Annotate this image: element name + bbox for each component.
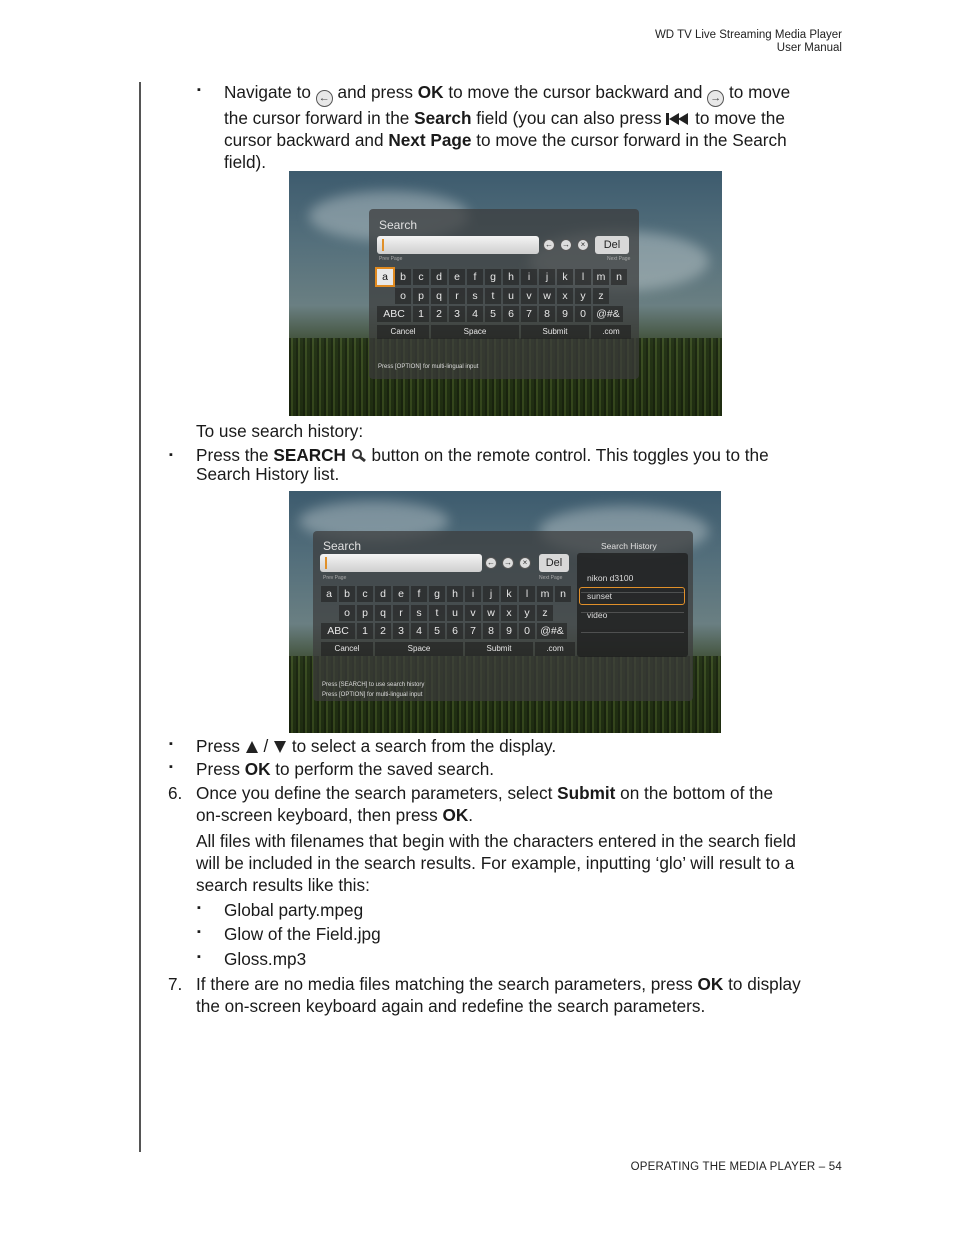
option-hint: Press [OPTION] for multi-lingual input	[378, 364, 479, 370]
keyboard-key[interactable]: c	[413, 269, 429, 285]
next-page-label: Next Page	[607, 256, 631, 262]
header-subtitle: User Manual	[776, 42, 842, 54]
keyboard-key[interactable]: f	[411, 586, 427, 602]
history-item-selected[interactable]: sunset	[587, 591, 613, 601]
keyboard-key[interactable]: o	[395, 288, 411, 304]
para-press-search: Press the SEARCH button on the remote control. This toggles you to the Search History list.	[196, 445, 769, 484]
keyboard-key[interactable]: 4	[411, 623, 427, 639]
step-number: 7.	[168, 974, 183, 994]
keyboard-key[interactable]: 2	[375, 623, 391, 639]
header-title: WD TV Live Streaming Media Player	[654, 29, 842, 41]
keyboard-key[interactable]: @#&	[537, 623, 567, 639]
back-arrow-icon[interactable]: ←	[545, 240, 553, 249]
keyboard-row-actions	[377, 325, 633, 339]
keyboard-key[interactable]: v	[465, 605, 481, 621]
keyboard-key[interactable]: 3	[449, 306, 465, 322]
search-title: Search	[379, 218, 418, 232]
keyboard-key[interactable]: Submit	[465, 642, 533, 656]
keyboard-key[interactable]: 0	[519, 623, 535, 639]
keyboard-key[interactable]: w	[483, 605, 499, 621]
keyboard-key[interactable]: n	[611, 269, 627, 285]
keyboard-key[interactable]: j	[539, 269, 555, 285]
keyboard-row-actions	[321, 642, 577, 656]
bullet: ▪	[169, 738, 173, 750]
keyboard-key[interactable]: o	[339, 605, 355, 621]
bullet: ▪	[197, 926, 201, 938]
search-hint: Press [SEARCH] to use search history	[322, 682, 425, 688]
keyboard-key[interactable]: g	[429, 586, 445, 602]
keyboard-key[interactable]: Space	[431, 325, 519, 339]
previous-track-icon	[666, 112, 690, 126]
keyboard-key[interactable]: 3	[393, 623, 409, 639]
keyboard-key[interactable]: k	[557, 269, 573, 285]
back-arrow-icon[interactable]: ←	[487, 558, 495, 567]
keyboard-key[interactable]: ABC	[377, 306, 411, 322]
keyboard-key[interactable]: r	[449, 288, 465, 304]
keyboard-key[interactable]: u	[447, 605, 463, 621]
search-history-title: Search History	[601, 541, 657, 551]
keyboard-key[interactable]: k	[501, 586, 517, 602]
keyboard-key[interactable]: 1	[413, 306, 429, 322]
keyboard-key[interactable]: e	[393, 586, 409, 602]
bullet: ▪	[197, 902, 201, 914]
keyboard-key[interactable]: x	[557, 288, 573, 304]
bullet: ▪	[169, 449, 173, 461]
keyboard-key[interactable]: s	[467, 288, 483, 304]
keyboard-key[interactable]: l	[519, 586, 535, 602]
option-hint: Press [OPTION] for multi-lingual input	[322, 692, 423, 698]
next-page-label: Next Page	[539, 575, 563, 581]
keyboard-key[interactable]: z	[537, 605, 553, 621]
down-arrow-icon	[273, 740, 287, 754]
keyboard-key[interactable]: n	[555, 586, 571, 602]
search-history-list	[577, 553, 688, 657]
step-6-text: Once you define the search parameters, select Submit on the bottom of the on-screen keyboard, then press OK.	[196, 783, 774, 825]
keyboard-key[interactable]: 5	[429, 623, 445, 639]
keyboard-row-numbers	[377, 306, 625, 322]
page-footer: OPERATING THE MEDIA PLAYER – 54	[630, 1161, 842, 1173]
search-input[interactable]	[320, 554, 482, 572]
keyboard-key[interactable]: 9	[557, 306, 573, 322]
step-6-description: All files with filenames that begin with the characters entered in the search field will be included in the search results. For example, inputting ‘glo’ will result to a search results like this:	[196, 831, 796, 895]
bullet: ▪	[197, 951, 201, 963]
keyboard-key[interactable]: i	[521, 269, 537, 285]
keyboard-key[interactable]: h	[447, 586, 463, 602]
example-item: Gloss.mp3	[224, 949, 307, 969]
keyboard-key[interactable]: s	[411, 605, 427, 621]
keyboard-key[interactable]: 4	[467, 306, 483, 322]
keyboard-row-letters-1	[377, 269, 629, 285]
keyboard-key[interactable]: w	[539, 288, 555, 304]
search-keyboard-screenshot	[289, 171, 722, 416]
para-press-ok: Press OK to perform the saved search.	[196, 759, 495, 779]
keyboard-key[interactable]: r	[393, 605, 409, 621]
example-item: Global party.mpeg	[224, 900, 364, 920]
keyboard-key[interactable]: a	[321, 586, 337, 602]
back-arrow-icon: ←	[316, 90, 333, 107]
keyboard-key[interactable]: z	[593, 288, 609, 304]
keyboard-key[interactable]: a	[377, 269, 393, 285]
keyboard-key[interactable]: f	[467, 269, 483, 285]
keyboard-key[interactable]: t	[429, 605, 445, 621]
keyboard-key[interactable]: i	[465, 586, 481, 602]
keyboard-key[interactable]: d	[431, 269, 447, 285]
keyboard-key[interactable]: 7	[465, 623, 481, 639]
keyboard-key[interactable]: h	[503, 269, 519, 285]
keyboard-row-letters-2	[395, 288, 611, 304]
keyboard-key[interactable]: .com	[535, 642, 575, 656]
up-arrow-icon	[245, 740, 259, 754]
keyboard-row-letters-2	[339, 605, 555, 621]
keyboard-key[interactable]: 9	[501, 623, 517, 639]
keyboard-key[interactable]: l	[575, 269, 591, 285]
example-item: Glow of the Field.jpg	[224, 924, 381, 944]
keyboard-key[interactable]: 0	[575, 306, 591, 322]
forward-arrow-icon: →	[707, 90, 724, 107]
keyboard-key[interactable]: y	[519, 605, 535, 621]
step-7-text: If there are no media files matching the search parameters, press OK to display the on-screen keyboard again and redefine the search parameters.	[196, 974, 801, 1016]
page-header	[655, 29, 842, 55]
search-input[interactable]	[377, 236, 539, 254]
keyboard-key[interactable]: .com	[591, 325, 631, 339]
keyboard-key[interactable]: p	[413, 288, 429, 304]
keyboard-key[interactable]: Submit	[521, 325, 589, 339]
keyboard-key[interactable]: g	[485, 269, 501, 285]
keyboard-key[interactable]: u	[503, 288, 519, 304]
keyboard-key[interactable]: m	[537, 586, 553, 602]
forward-arrow-icon[interactable]: →	[562, 240, 570, 249]
history-item[interactable]: video	[587, 610, 608, 620]
keyboard-key[interactable]: d	[375, 586, 391, 602]
clear-icon[interactable]: ×	[577, 239, 589, 251]
keyboard-key[interactable]: 1	[357, 623, 373, 639]
keyboard-key[interactable]: 8	[483, 623, 499, 639]
para-navigate: Navigate to ← and press OK to move the cursor backward and → to move the cursor forward in the Search field (you can also press to move the cursor backward and Next Page to move the cursor forward in the Search field).	[224, 82, 791, 172]
search-title: Search	[323, 539, 362, 553]
prev-page-label: Prev Page	[323, 575, 347, 581]
history-item[interactable]: nikon d3100	[587, 573, 634, 583]
history-intro: To use search history:	[196, 421, 364, 441]
keyboard-key[interactable]: 6	[447, 623, 463, 639]
keyboard-key[interactable]: c	[357, 586, 373, 602]
clear-icon[interactable]: ×	[519, 557, 531, 569]
keyboard-key[interactable]: Cancel	[321, 642, 373, 656]
step-number: 6.	[168, 783, 183, 803]
del-button[interactable]: Del	[539, 554, 569, 572]
keyboard-key[interactable]: b	[339, 586, 355, 602]
keyboard-key[interactable]: q	[375, 605, 391, 621]
keyboard-key[interactable]: y	[575, 288, 591, 304]
bullet: ▪	[197, 84, 201, 96]
keyboard-key[interactable]: 5	[485, 306, 501, 322]
para-press-updown: Press / to select a search from the display.	[196, 736, 557, 756]
search-icon	[351, 448, 367, 463]
keyboard-key[interactable]: Cancel	[377, 325, 429, 339]
bullet: ▪	[169, 761, 173, 773]
search-history-screenshot	[289, 491, 721, 733]
keyboard-key[interactable]: 6	[503, 306, 519, 322]
keyboard-key[interactable]: p	[357, 605, 373, 621]
keyboard-key[interactable]: 2	[431, 306, 447, 322]
keyboard-row-numbers	[321, 623, 569, 639]
margin-rule	[139, 82, 141, 1152]
forward-arrow-icon[interactable]: →	[504, 558, 512, 567]
keyboard-key[interactable]: t	[485, 288, 501, 304]
keyboard-row-letters-1	[321, 586, 573, 602]
keyboard-key[interactable]: e	[449, 269, 465, 285]
keyboard-key[interactable]: 8	[539, 306, 555, 322]
keyboard-key[interactable]: b	[395, 269, 411, 285]
keyboard-key[interactable]: Space	[375, 642, 463, 656]
keyboard-key[interactable]: q	[431, 288, 447, 304]
del-button[interactable]: Del	[595, 236, 629, 254]
keyboard-key[interactable]: @#&	[593, 306, 623, 322]
keyboard-key[interactable]: x	[501, 605, 517, 621]
keyboard-key[interactable]: ABC	[321, 623, 355, 639]
prev-page-label: Prev Page	[379, 256, 403, 262]
keyboard-key[interactable]: v	[521, 288, 537, 304]
keyboard-key[interactable]: m	[593, 269, 609, 285]
keyboard-key[interactable]: j	[483, 586, 499, 602]
keyboard-key[interactable]: 7	[521, 306, 537, 322]
